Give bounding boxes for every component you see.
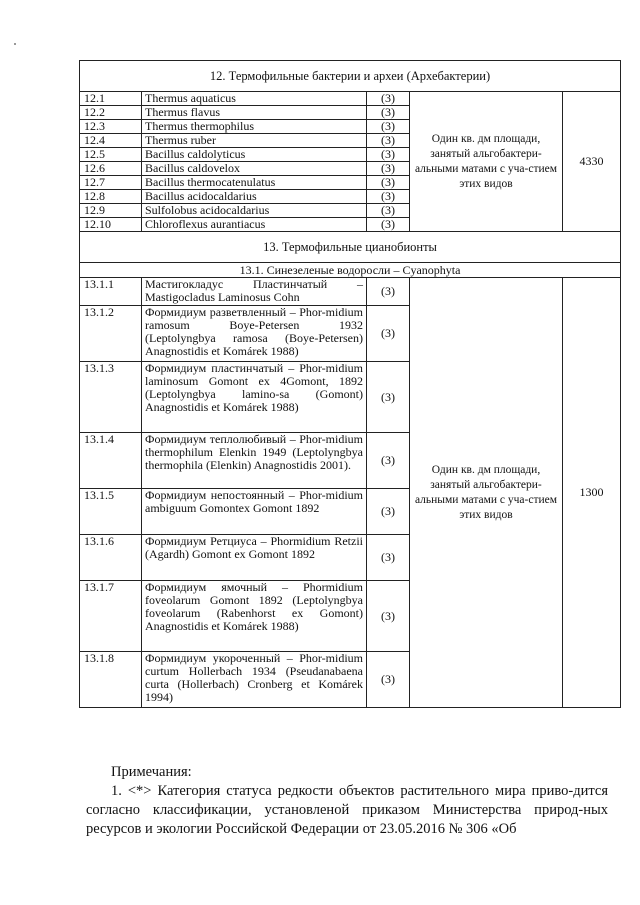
table-row bbox=[80, 278, 621, 306]
row-species: Формидиум укороченный – Phor-midium curtum Hollerbach 1934 (Pseudanabaena curta (Hollerbach) Cronberg et Komárek 1994) bbox=[142, 652, 367, 708]
notes-block bbox=[86, 763, 608, 839]
row-code: 13.1.2 bbox=[80, 306, 142, 362]
row-status: (3) bbox=[367, 148, 410, 162]
row-status: (3) bbox=[367, 362, 410, 433]
row-status: (3) bbox=[367, 433, 410, 489]
group-cost: 1300 bbox=[563, 278, 621, 708]
row-status: (3) bbox=[367, 120, 410, 134]
row-code: 12.4 bbox=[80, 134, 142, 148]
row-status: (3) bbox=[367, 162, 410, 176]
row-status: (3) bbox=[367, 278, 410, 306]
row-status: (3) bbox=[367, 204, 410, 218]
section-12-title: 12. Термофильные бактерии и археи (Архебактерии) bbox=[80, 61, 621, 92]
row-code: 12.6 bbox=[80, 162, 142, 176]
row-species: Sulfolobus acidocaldarius bbox=[142, 204, 367, 218]
row-species: Формидиум теплолюбивый – Phor-midium thermophilum Elenkin 1949 (Leptolyngbya thermophila (Elenkin) Anagnostidis 2001). bbox=[142, 433, 367, 489]
group-description: Один кв. дм площади, занятый альгобактери-альными матами с уча-стием этих видов bbox=[410, 92, 563, 232]
row-species: Bacillus caldovelox bbox=[142, 162, 367, 176]
row-status: (3) bbox=[367, 306, 410, 362]
row-code: 12.1 bbox=[80, 92, 142, 106]
row-status: (3) bbox=[367, 92, 410, 106]
row-species: Thermus thermophilus bbox=[142, 120, 367, 134]
row-code: 13.1.5 bbox=[80, 489, 142, 535]
row-species: Thermus aquaticus bbox=[142, 92, 367, 106]
row-status: (3) bbox=[367, 535, 410, 581]
row-species: Мастигокладус Пластинчатый – Mastigocladus Laminosus Cohn bbox=[142, 278, 367, 306]
row-code: 13.1.7 bbox=[80, 581, 142, 652]
row-code: 13.1.3 bbox=[80, 362, 142, 433]
group-cost: 4330 bbox=[563, 92, 621, 232]
section-13-title: 13. Термофильные цианобионты bbox=[80, 232, 621, 263]
row-code: 12.8 bbox=[80, 190, 142, 204]
scan-speck bbox=[14, 43, 16, 45]
row-species: Thermus ruber bbox=[142, 134, 367, 148]
row-status: (3) bbox=[367, 106, 410, 120]
row-code: 12.3 bbox=[80, 120, 142, 134]
row-species: Формидиум Ретциуса – Phormidium Retzii (Agardh) Gomont ex Gomont 1892 bbox=[142, 535, 367, 581]
row-code: 13.1.6 bbox=[80, 535, 142, 581]
row-species: Bacillus acidocaldarius bbox=[142, 190, 367, 204]
notes-heading: Примечания: bbox=[111, 764, 192, 780]
row-species: Chloroflexus aurantiacus bbox=[142, 218, 367, 232]
row-status: (3) bbox=[367, 489, 410, 535]
row-code: 13.1.4 bbox=[80, 433, 142, 489]
row-code: 12.2 bbox=[80, 106, 142, 120]
row-status: (3) bbox=[367, 652, 410, 708]
row-species: Bacillus thermocatenulatus bbox=[142, 176, 367, 190]
row-status: (3) bbox=[367, 190, 410, 204]
row-code: 12.9 bbox=[80, 204, 142, 218]
row-status: (3) bbox=[367, 581, 410, 652]
row-status: (3) bbox=[367, 176, 410, 190]
species-table bbox=[79, 60, 621, 708]
group-description: Один кв. дм площади, занятый альгобактери-альными матами с уча-стием этих видов bbox=[410, 278, 563, 708]
row-code: 12.10 bbox=[80, 218, 142, 232]
row-status: (3) bbox=[367, 134, 410, 148]
section-13-subtitle: 13.1. Синезеленые водоросли – Cyanophyta bbox=[80, 263, 621, 278]
row-species: Формидиум пластинчатый – Phor-midium laminosum Gomont ex 4Gomont, 1892 (Leptolyngbya lamino-sa (Gomont) Anagnostidis et Komárek 1988) bbox=[142, 362, 367, 433]
row-species: Bacillus caldolyticus bbox=[142, 148, 367, 162]
row-species: Формидиум непостоянный – Phor-midium ambiguum Gomontex Gomont 1892 bbox=[142, 489, 367, 535]
row-code: 12.5 bbox=[80, 148, 142, 162]
table-row bbox=[80, 92, 621, 106]
row-code: 12.7 bbox=[80, 176, 142, 190]
row-status: (3) bbox=[367, 218, 410, 232]
row-code: 13.1.8 bbox=[80, 652, 142, 708]
row-species: Формидиум разветвленный – Phor-midium ramosum Boye-Petersen 1932 (Leptolyngbya ramosa (Boye-Petersen) Anagnostidis et Komárek 1988) bbox=[142, 306, 367, 362]
row-species: Thermus flavus bbox=[142, 106, 367, 120]
row-code: 13.1.1 bbox=[80, 278, 142, 306]
row-species: Формидиум ямочный – Phormidium foveolarum Gomont 1892 (Leptolyngbya foveolarum (Rabenhorst ex Gomont) Anagnostidis et Komárek 1988) bbox=[142, 581, 367, 652]
notes-text: 1. <*> Категория статуса редкости объектов растительного мира приво-дится согласно классификации, установленой приказом Министерства природ-ных ресурсов и экологии Российской Федерации от 23.05.2016 № 306 «Об bbox=[86, 783, 608, 837]
